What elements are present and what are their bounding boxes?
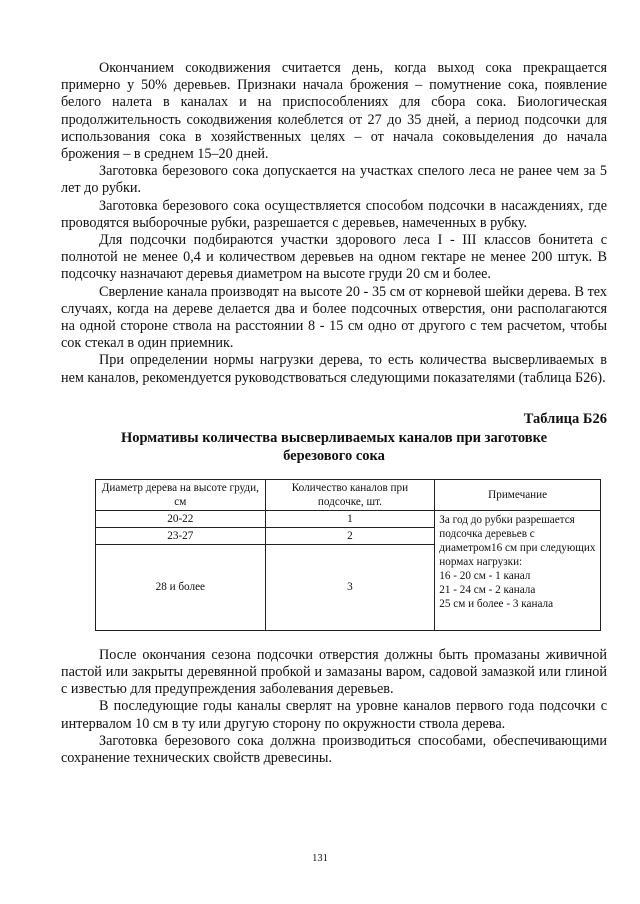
paragraph: Заготовка березового сока должна производиться способами, обеспечивающими сохранение технических свойств древесины. xyxy=(61,732,607,767)
cell-note xyxy=(435,510,601,630)
cell-channels: 2 xyxy=(265,527,435,544)
cell-channels: 3 xyxy=(265,544,435,630)
paragraph: При определении нормы нагрузки дерева, то есть количества высверливаемых в нем каналов, рекомендуется руководствоваться следующими показателями (таблица Б26). xyxy=(61,352,607,386)
cell-channels: 1 xyxy=(265,510,435,527)
table-row xyxy=(96,510,601,527)
norms-table xyxy=(95,479,601,631)
paragraph: Заготовка березового сока осуществляется способом подсочки в насаждениях, где проводятся выборочные рубки, разрешается с деревьев, намеченных в рубку. xyxy=(61,197,607,231)
cell-diameter: 20-22 xyxy=(96,510,266,527)
table-title-line: березового сока xyxy=(283,447,385,464)
body-text-before xyxy=(61,60,607,387)
column-header-channels: Количество каналов при подсочке, шт. xyxy=(265,479,435,510)
table-title xyxy=(61,429,607,465)
cell-diameter: 28 и более xyxy=(96,544,266,630)
paragraph: Сверление канала производят на высоте 20 - 35 см от корневой шейки дерева. В тех случаях, когда на дереве делается два и более подсочных отверстия, они располагаются на одной стороне ствола на расстоянии 8 - 15 см одно от другого с тем расчетом, чтобы сок стекал в один приемник. xyxy=(61,283,607,352)
note-line: 16 - 20 см - 1 канал xyxy=(439,569,531,582)
column-header-note: Примечание xyxy=(435,479,601,510)
note-line: За год до рубки разрешается подсочка деревьев с диаметром16 см при следующих нормах нагрузки: xyxy=(439,513,596,568)
page-number: 131 xyxy=(312,853,328,864)
paragraph: Заготовка березового сока допускается на участках спелого леса не ранее чем за 5 лет до рубки. xyxy=(61,163,607,197)
column-header-diameter: Диаметр дерева на высоте груди, см xyxy=(96,479,266,510)
body-text-after xyxy=(61,647,607,767)
paragraph: В последующие годы каналы сверлят на уровне каналов первого года подсочки с интервалом 10 см в ту или другую сторону по окружности ствола дерева. xyxy=(61,698,607,732)
document-page xyxy=(61,60,607,767)
table-header-row xyxy=(96,479,601,510)
note-line: 25 см и более - 3 канала xyxy=(439,597,554,610)
note-line: 21 - 24 см - 2 канала xyxy=(439,583,536,596)
paragraph: После окончания сезона подсочки отверстия должны быть промазаны живичной пастой или закрыты деревянной пробкой и замазаны варом, садовой замазкой или глиной с известью для предупреждения заболевания деревьев. xyxy=(61,646,607,698)
cell-diameter: 23-27 xyxy=(96,527,266,544)
table-label: Таблица Б26 xyxy=(523,410,607,427)
paragraph: Окончанием сокодвижения считается день, когда выход сока прекращается примерно у 50% деревьев. Признаки начала брожения – помутнение сока, появление белого налета в каналах и на приспособлениях для сбора сока. Биологическая продолжительность сокодвижения колеблется от 27 до 35 дней, а период подсочки для использования сока в хозяйственных целях – от начала соковыделения до начала брожения – в среднем 15–20 дней. xyxy=(61,60,607,163)
table-title-line: Нормативы количества высверливаемых каналов при заготовке xyxy=(120,429,548,446)
paragraph: Для подсочки подбираются участки здорового леса I - III классов бонитета с полнотой не менее 0,4 и количеством деревьев на одном гектаре не менее 200 штук. В подсочку назначают деревья диаметром на высоте груди 20 см и более. xyxy=(61,232,607,283)
